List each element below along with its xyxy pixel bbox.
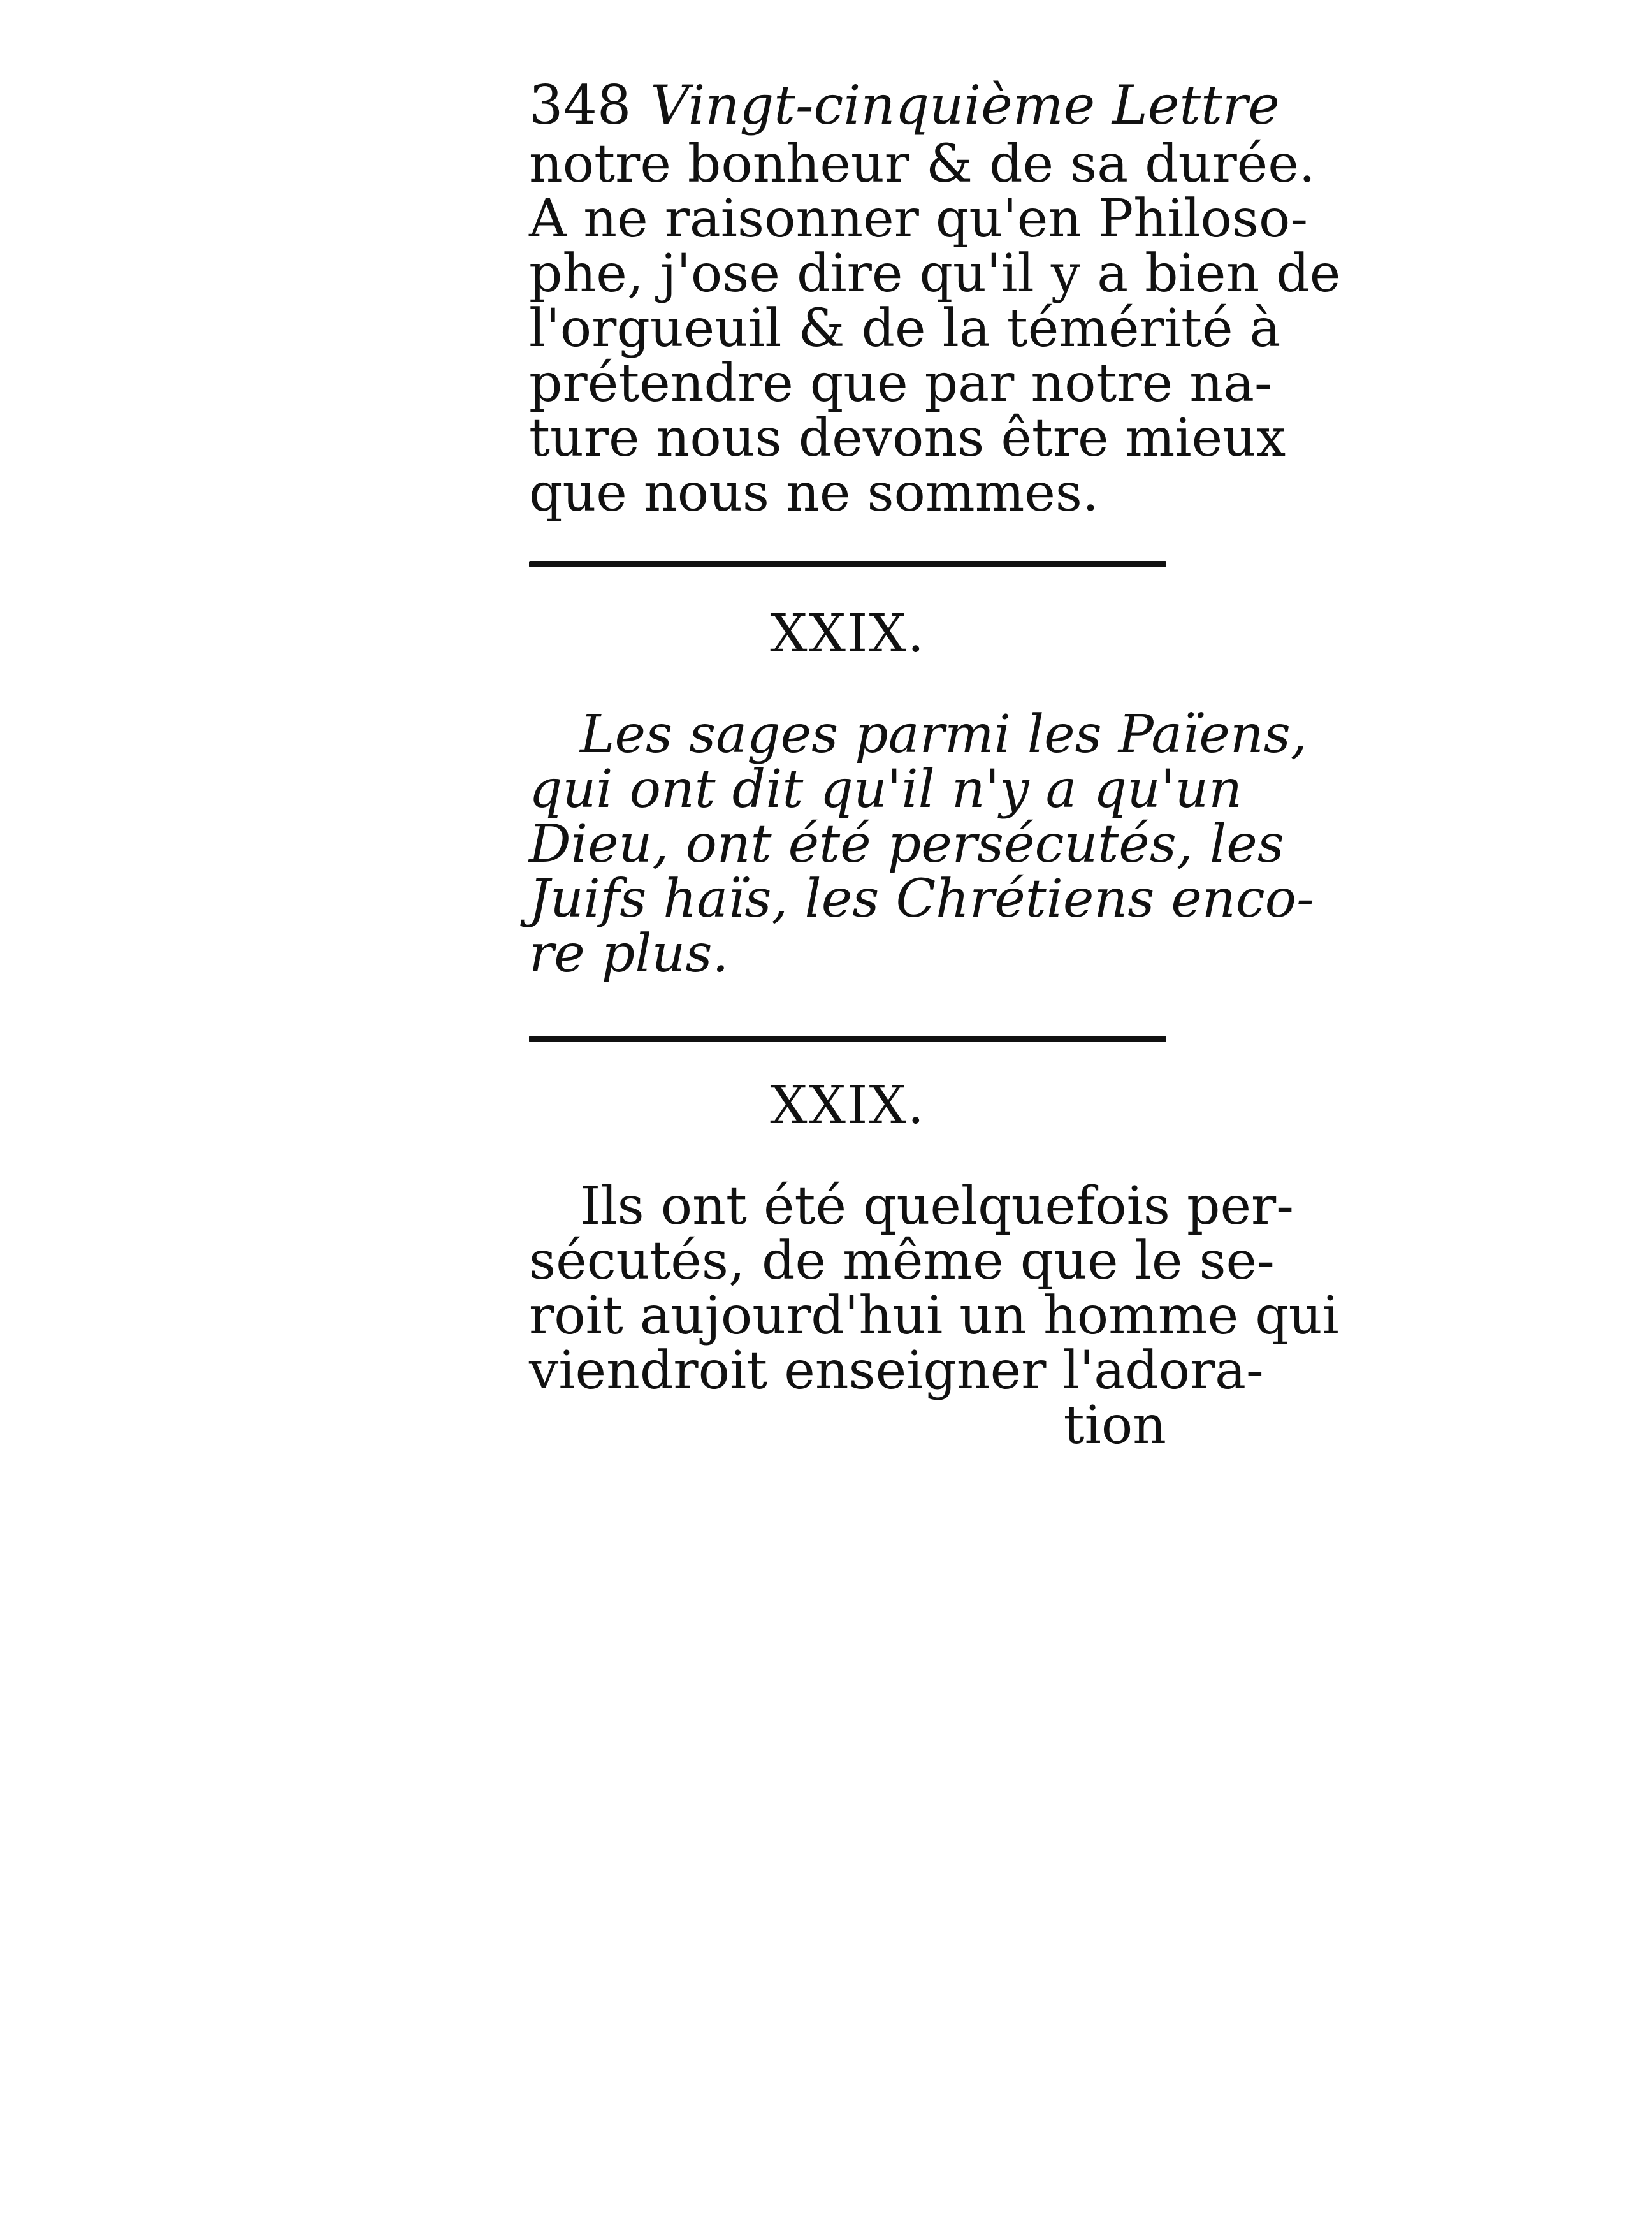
text-line: l'orgueuil & de la témérité à [529,298,1281,359]
text-line: que nous ne sommes. [529,463,1099,523]
text-line: roit aujourd'hui un homme qui [529,1286,1339,1346]
page-number: 348 [529,74,632,136]
text-line: phe, j'ose dire qu'il y a bien de [529,243,1341,304]
text-line: Dieu, ont été persécutés, les [529,814,1284,875]
text-line: A ne raisonner qu'en Philoso- [529,189,1308,249]
top-paragraph [529,134,1341,523]
text-line: Les sages parmi les Païens, [580,704,1307,765]
running-header [529,74,1280,136]
text-line: notre bonheur & de sa durée. [529,134,1315,194]
section-numeral: XXIX. [770,1075,925,1136]
section-divider [529,1036,1166,1042]
text-line: Ils ont été quelquefois per- [580,1176,1294,1237]
text-line: qui ont dit qu'il n'y a qu'un [529,759,1243,820]
response-paragraph [529,1176,1339,1456]
text-line: re plus. [529,924,729,984]
text-line: viendroit enseigner l'adora- [529,1340,1264,1401]
text-line: ture nous devons être mieux [529,408,1286,468]
running-title: Vingt-cinquième Lettre [650,74,1280,136]
section-numeral: XXIX. [770,604,925,664]
maxim-paragraph [529,704,1314,984]
text-line: Juifs haïs, les Chrétiens enco- [529,869,1314,929]
text-line: sécutés, de même que le se- [529,1231,1275,1291]
text-line: prétendre que par notre na- [529,353,1272,414]
catchword: tion [1063,1395,1166,1456]
section-divider [529,561,1166,567]
